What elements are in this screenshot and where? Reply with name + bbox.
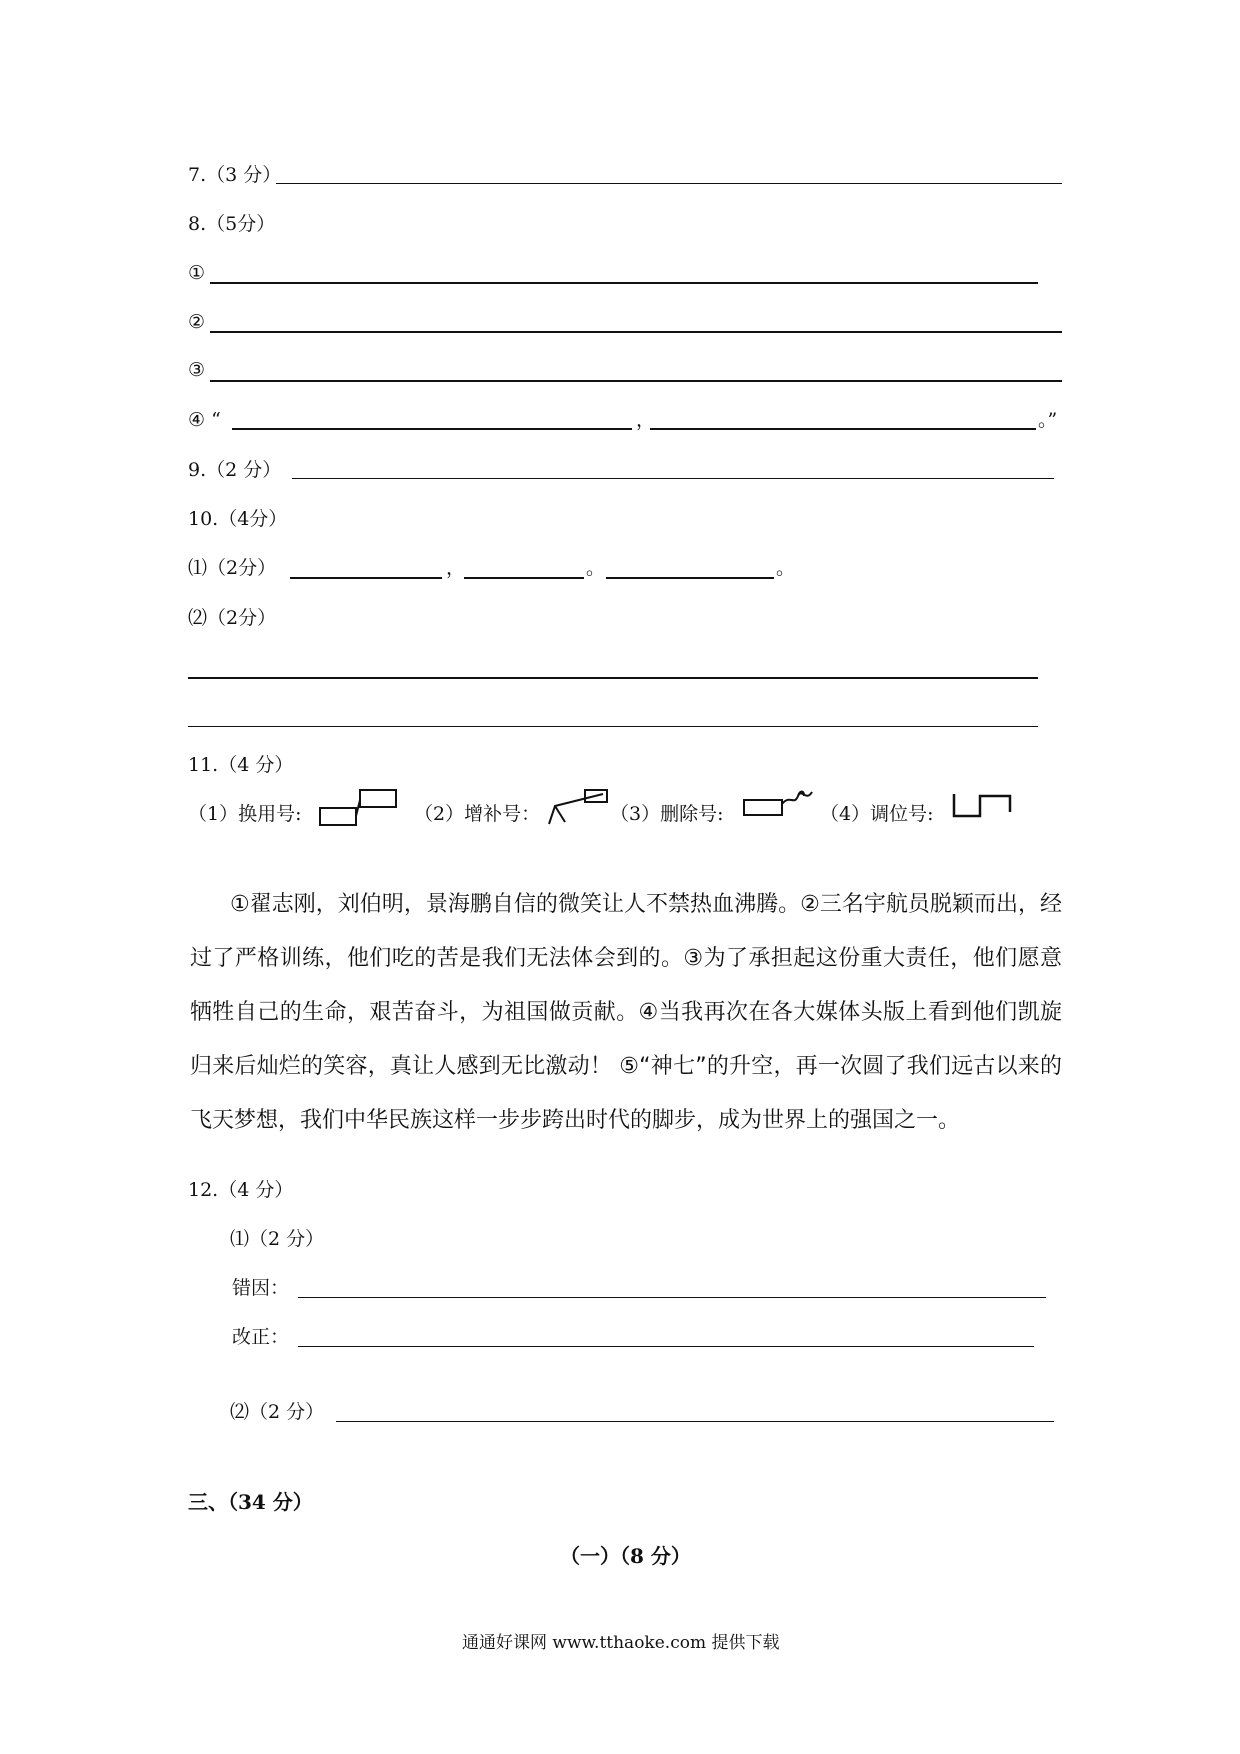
q10-label: 10.（4分） [188, 508, 288, 530]
q9-label: 9.（2 分） [188, 459, 282, 481]
q10-sub2-line-1[interactable] [188, 677, 1038, 679]
q12-correction-label: 改正： [232, 1326, 290, 1348]
q10-sub1-line-3[interactable] [606, 577, 774, 579]
q12-error-cause-label: 错因： [232, 1277, 290, 1299]
q11-mark-3-label: （3）删除号: [610, 803, 724, 825]
q8-item-4-end: 。” [1038, 409, 1058, 431]
q10-sub1-period-1: 。 [586, 557, 606, 579]
section-3-heading: 三、（34 分） [188, 1490, 313, 1514]
q11-mark-1-label: （1）换用号: [188, 803, 302, 825]
q12-correction-line[interactable] [298, 1346, 1034, 1347]
q7-answer-line[interactable] [276, 183, 1062, 184]
q8-item-4-line-b[interactable] [650, 428, 1036, 430]
q8-item-1-line[interactable] [210, 282, 1038, 284]
delete-mark-icon [742, 784, 818, 824]
q7-label: 7.（3 分） [188, 164, 282, 186]
q10-sub1-period-2: 。 [776, 557, 796, 579]
q8-item-3-label: ③ [188, 359, 206, 381]
q11-mark-4-label: （4）调位号: [820, 803, 934, 825]
q11-mark-2-label: （2）增补号： [414, 803, 541, 825]
q10-sub1-label: ⑴（2分） [188, 557, 277, 579]
q10-sub1-line-2[interactable] [464, 577, 584, 579]
q12-label: 12.（4 分） [188, 1179, 294, 1201]
q12-sub2-label: ⑵（2 分） [230, 1401, 325, 1423]
q12-sub1-label: ⑴（2 分） [230, 1228, 325, 1250]
q12-error-cause-line[interactable] [298, 1297, 1046, 1298]
q8-item-2-line[interactable] [210, 331, 1062, 333]
q8-item-2-label: ② [188, 311, 206, 333]
q8-item-4-line-a[interactable] [232, 428, 632, 430]
q11-passage: ①翟志刚，刘伯明，景海鹏自信的微笑让人不禁热血沸腾。②三名宇航员脱颖而出，经过了严格训练，他们吃的苦是我们无法体会到的。③为了承担起这份重大责任，他们愿意牺牲自己的生命，艰苦奋斗，为祖国做贡献。④当我再次在各大媒体头版上看到他们凯旋归来后灿烂的笑容，真让人感到无比激动！ ⑤“神七”的升空，再一次圆了我们远古以来的飞天梦想，我们中华民族这样一步步跨出时代的脚步，成为世界上的强国之一。 [190, 892, 1062, 1133]
page-footer: 通通好课网 www.tthaoke.com 提供下载 [462, 1633, 780, 1653]
q11-label: 11.（4 分） [188, 754, 294, 776]
q10-sub2-label: ⑵（2分） [188, 607, 277, 629]
q12-sub2-line[interactable] [336, 1421, 1054, 1422]
q8-label: 8.（5分） [188, 213, 276, 235]
q10-sub1-comma: ， [446, 557, 466, 579]
q8-item-4-comma: ， [636, 409, 656, 431]
q10-sub2-line-2[interactable] [188, 726, 1038, 727]
q8-item-1-label: ① [188, 262, 206, 284]
section-3-part-1-heading: （一）（8 分） [560, 1544, 691, 1568]
q9-answer-line[interactable] [292, 478, 1054, 479]
swap-mark-icon [318, 788, 400, 828]
insert-mark-icon [545, 788, 611, 828]
transpose-mark-icon [950, 788, 1016, 824]
q8-item-4-label: ④ “ [188, 409, 221, 431]
q8-item-3-line[interactable] [210, 380, 1062, 382]
q10-sub1-line-1[interactable] [290, 577, 442, 579]
